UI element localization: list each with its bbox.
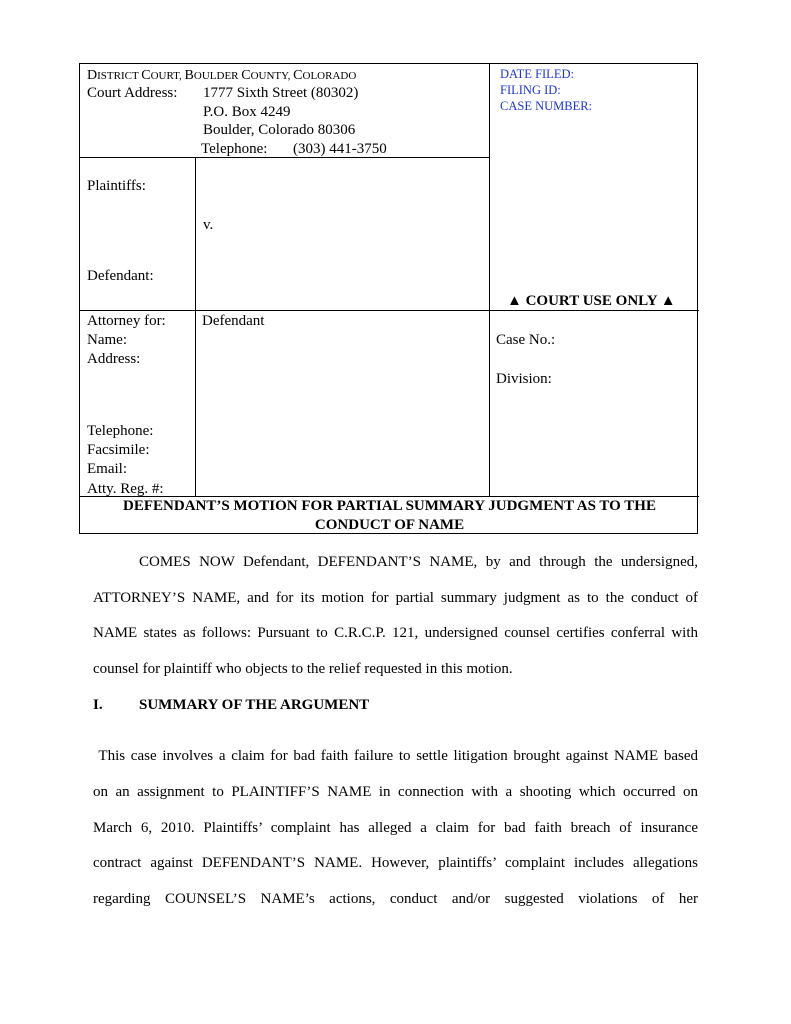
telephone-contact-label: Telephone: [87, 423, 154, 439]
division-label: Division: [496, 371, 552, 387]
plaintiffs-label: Plaintiffs: [87, 178, 146, 194]
court-address-line: P.O. Box 4249 [203, 104, 291, 120]
facsimile-label: Facsimile: [87, 442, 150, 458]
filing-id-label: FILING ID: [500, 83, 561, 97]
defendant-label: Defendant: [87, 268, 154, 284]
telephone-value: (303) 441-3750 [293, 141, 387, 157]
caption-divider-court [80, 157, 489, 158]
body-line: regarding COUNSEL’S NAME’s actions, conduct and/or suggested violations of her [93, 891, 698, 907]
attorney-for-label: Attorney for: [87, 313, 166, 329]
motion-title-line: CONDUCT OF NAME [314, 517, 465, 533]
atty-reg-label: Atty. Reg. #: [87, 481, 164, 497]
email-label: Email: [87, 461, 127, 477]
caption-box [79, 63, 698, 534]
attorney-for-value: Defendant [202, 313, 265, 329]
body-line: March 6, 2010. Plaintiffs’ complaint has alleged a claim for bad faith breach of insurance [93, 820, 698, 836]
court-address-line: Boulder, Colorado 80306 [203, 122, 356, 138]
telephone-label: Telephone: [201, 141, 268, 157]
caption-center-divider [489, 64, 490, 497]
motion-title [80, 497, 699, 535]
body-line: on an assignment to PLAINTIFF’S NAME in connection with a shooting which occurred on [93, 784, 698, 800]
body-line: NAME states as follows: Pursuant to C.R.C.P. 121, undersigned counsel certifies conferral with [93, 625, 698, 641]
case-no-label: Case No.: [496, 332, 556, 348]
case-number-label: CASE NUMBER: [500, 99, 593, 113]
body-line: This case involves a claim for bad faith failure to settle litigation brought against NAME based [93, 748, 698, 764]
court-address-label: Court Address: [87, 85, 178, 101]
court-address-line: 1777 Sixth Street (80302) [203, 85, 359, 101]
body-line: COMES NOW Defendant, DEFENDANT’S NAME, by and through the undersigned, [139, 554, 698, 570]
attorney-name-label: Name: [87, 332, 127, 348]
court-use-only: ▲ COURT USE ONLY ▲ [507, 293, 676, 309]
section-heading: SUMMARY OF THE ARGUMENT [139, 697, 370, 713]
court-name: DISTRICT COURT, BOULDER COUNTY, COLORADO [87, 68, 357, 83]
body-line: counsel for plaintiff who objects to the relief requested in this motion. [93, 661, 513, 677]
attorney-address-label: Address: [87, 351, 141, 367]
motion-title-line: DEFENDANT’S MOTION FOR PARTIAL SUMMARY JUDGMENT AS TO THE [123, 498, 656, 514]
body-line: contract against DEFENDANT’S NAME. However, plaintiffs’ complaint includes allegations [93, 855, 698, 871]
section-number: I. [93, 697, 103, 713]
date-filed-label: DATE FILED: [500, 67, 574, 81]
body-line: ATTORNEY’S NAME, and for its motion for partial summary judgment as to the conduct of [93, 590, 698, 606]
versus-text: v. [203, 217, 214, 233]
caption-left-divider-upper [195, 157, 196, 497]
